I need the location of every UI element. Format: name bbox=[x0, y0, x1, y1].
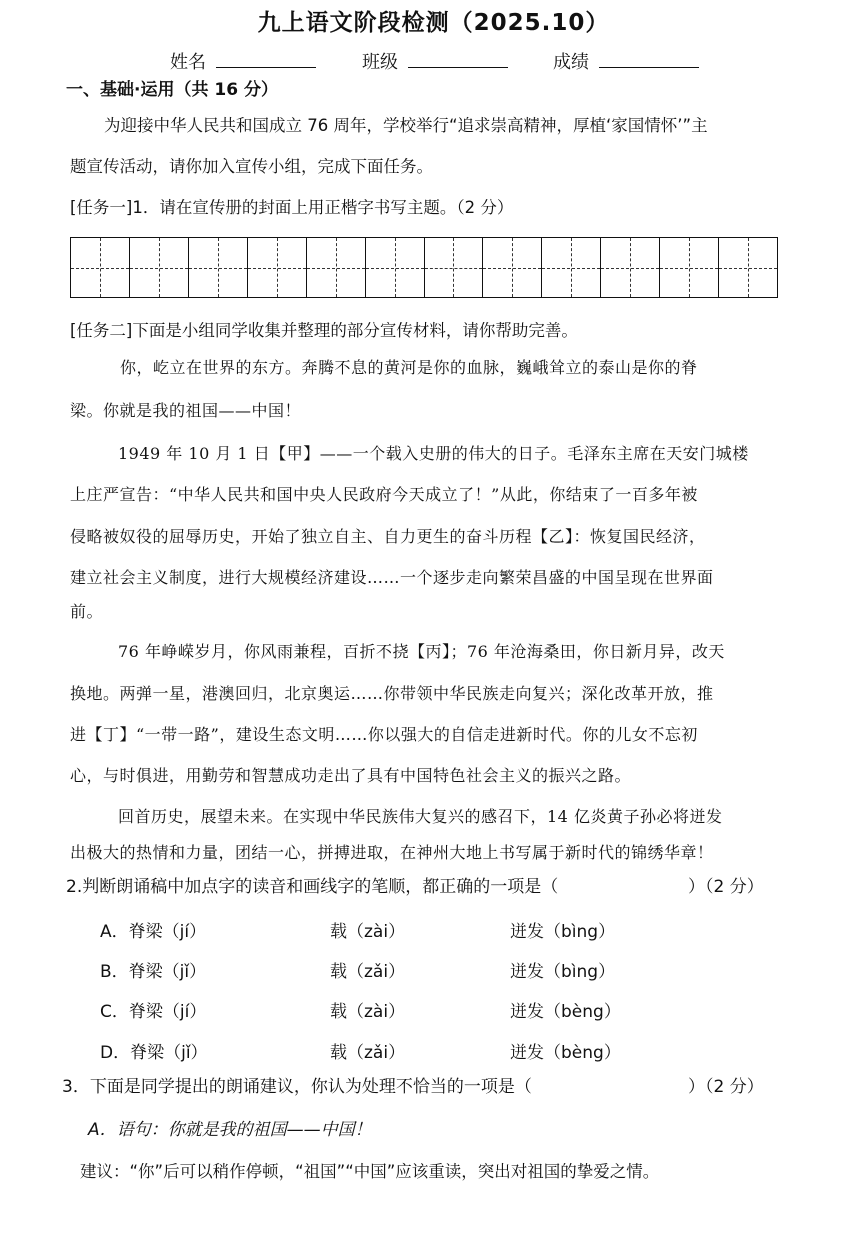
intro-line-2: 题宣传活动，请你加入宣传小组，完成下面任务。 bbox=[70, 157, 433, 176]
passage-line: 出极大的热情和力量，团结一心，拼搏进取，在神州大地上书写属于新时代的锦绣华章！ bbox=[70, 843, 714, 862]
q3-suggestion bbox=[80, 1162, 659, 1182]
writing-grid[interactable] bbox=[70, 237, 778, 298]
task2-text: [任务二]下面是小组同学收集并整理的部分宣传材料，请你帮助完善。 bbox=[70, 321, 578, 340]
q2-option-mid: 载（zài） bbox=[330, 1002, 406, 1022]
grid-guide-horizontal bbox=[483, 268, 541, 269]
name-label: 姓名 bbox=[170, 52, 206, 73]
passage-line: 回首历史，展望未来。在实现中华民族伟大复兴的感召下，14 亿炎黄子孙必将迸发 bbox=[118, 807, 723, 826]
q2-option-mid: 载（zǎi） bbox=[330, 962, 406, 982]
q2-option-label: B．脊梁（jǐ） bbox=[100, 962, 207, 982]
q3-suggestion-text: 建议：“你”后可以稍作停顿，“祖国”“中国”应该重读，突出对祖国的挚爱之情。 bbox=[80, 1162, 660, 1181]
grid-cell[interactable] bbox=[425, 238, 484, 297]
grid-guide-horizontal bbox=[542, 268, 600, 269]
intro-line-1: 为迎接中华人民共和国成立 76 周年，学校举行“追求崇高精神，厚植‘家国情怀’”主 bbox=[104, 116, 708, 135]
score-blank[interactable] bbox=[599, 49, 699, 68]
grid-cell[interactable] bbox=[71, 238, 130, 297]
q2-option-label: C．脊梁（jí） bbox=[100, 1002, 207, 1022]
grid-cell[interactable] bbox=[660, 238, 719, 297]
section1-heading: 一、基础·运用（共 16 分） bbox=[66, 80, 278, 100]
class-label: 班级 bbox=[362, 52, 398, 73]
passage-line: 1949 年 10 月 1 日【甲】——一个载入史册的伟大的日子。毛泽东主席在天安门城楼 bbox=[118, 444, 749, 463]
q2-stem: 2.判断朗诵稿中加点字的读音和画线字的笔顺，都正确的一项是（ bbox=[66, 877, 559, 897]
q2-option-right: 迸发（bìng） bbox=[510, 922, 616, 942]
q2-tail: ）（2 分） bbox=[688, 877, 764, 897]
page-title: 九上语文阶段检测（2025.10） bbox=[257, 10, 610, 36]
q2-option-right: 迸发（bìng） bbox=[510, 962, 616, 982]
passage-line: 侵略被奴役的屈辱历史，开始了独立自主、自力更生的奋斗历程【乙】：恢复国民经济， bbox=[70, 527, 706, 546]
score-field[interactable] bbox=[553, 48, 699, 74]
class-field[interactable] bbox=[362, 48, 508, 74]
grid-cell[interactable] bbox=[130, 238, 189, 297]
grid-cell[interactable] bbox=[542, 238, 601, 297]
q2-option-mid: 载（zài） bbox=[330, 922, 406, 942]
grid-guide-horizontal bbox=[660, 268, 718, 269]
name-blank[interactable] bbox=[216, 49, 316, 68]
passage-line: 建立社会主义制度，进行大规模经济建设……一个逐步走向繁荣昌盛的中国呈现在世界面 bbox=[70, 568, 714, 587]
grid-cell[interactable] bbox=[248, 238, 307, 297]
q2-option-label: A．脊梁（jí） bbox=[100, 922, 207, 942]
score-label: 成绩 bbox=[553, 52, 589, 73]
name-field[interactable] bbox=[170, 48, 316, 74]
passage-line: 进【丁】“一带一路”，建设生态文明……你以强大的自信走进新时代。你的儿女不忘初 bbox=[70, 725, 698, 744]
passage-line: 你，屹立在世界的东方。奔腾不息的黄河是你的血脉，巍峨耸立的泰山是你的脊 bbox=[120, 358, 698, 377]
grid-guide-horizontal bbox=[189, 268, 247, 269]
q3-stem: 3．下面是同学提出的朗诵建议，你认为处理不恰当的一项是（ bbox=[62, 1077, 532, 1097]
class-blank[interactable] bbox=[408, 49, 508, 68]
passage-line: 换地。两弹一星，港澳回归，北京奥运……你带领中华民族走向复兴；深化改革开放，推 bbox=[70, 684, 714, 703]
q3-option-a[interactable]: A．语句：你就是我的祖国——中国！ bbox=[88, 1120, 372, 1140]
grid-guide-horizontal bbox=[248, 268, 306, 269]
grid-cell[interactable] bbox=[189, 238, 248, 297]
passage-line: 梁。你就是我的祖国——中国！ bbox=[70, 401, 302, 420]
q2-option-label: D．脊梁（jǐ） bbox=[100, 1043, 208, 1063]
grid-guide-horizontal bbox=[719, 268, 777, 269]
grid-guide-horizontal bbox=[71, 268, 129, 269]
grid-cell[interactable] bbox=[366, 238, 425, 297]
grid-cell[interactable] bbox=[307, 238, 366, 297]
q2-option-mid: 载（zǎi） bbox=[330, 1043, 406, 1063]
grid-guide-horizontal bbox=[601, 268, 659, 269]
grid-guide-horizontal bbox=[366, 268, 424, 269]
passage-line: 上庄严宣告：“中华人民共和国中央人民政府今天成立了！”从此，你结束了一百多年被 bbox=[70, 485, 698, 504]
q2-option-right: 迸发（bèng） bbox=[510, 1043, 621, 1063]
grid-guide-horizontal bbox=[425, 268, 483, 269]
passage-line: 76 年峥嵘岁月，你风雨兼程，百折不挠【丙】；76 年沧海桑田，你日新月异，改天 bbox=[118, 642, 725, 661]
passage-line: 心，与时俱进，用勤劳和智慧成功走出了具有中国特色社会主义的振兴之路。 bbox=[70, 766, 632, 785]
task1-text: [任务一]1．请在宣传册的封面上用正楷字书写主题。（2 分） bbox=[70, 198, 514, 217]
grid-guide-horizontal bbox=[130, 268, 188, 269]
grid-cell[interactable] bbox=[483, 238, 542, 297]
q3-tail: ）（2 分） bbox=[688, 1077, 764, 1097]
grid-cell[interactable] bbox=[719, 238, 777, 297]
grid-cell[interactable] bbox=[601, 238, 660, 297]
grid-guide-horizontal bbox=[307, 268, 365, 269]
q2-option-right: 迸发（bèng） bbox=[510, 1002, 621, 1022]
passage-line: 前。 bbox=[70, 602, 104, 621]
